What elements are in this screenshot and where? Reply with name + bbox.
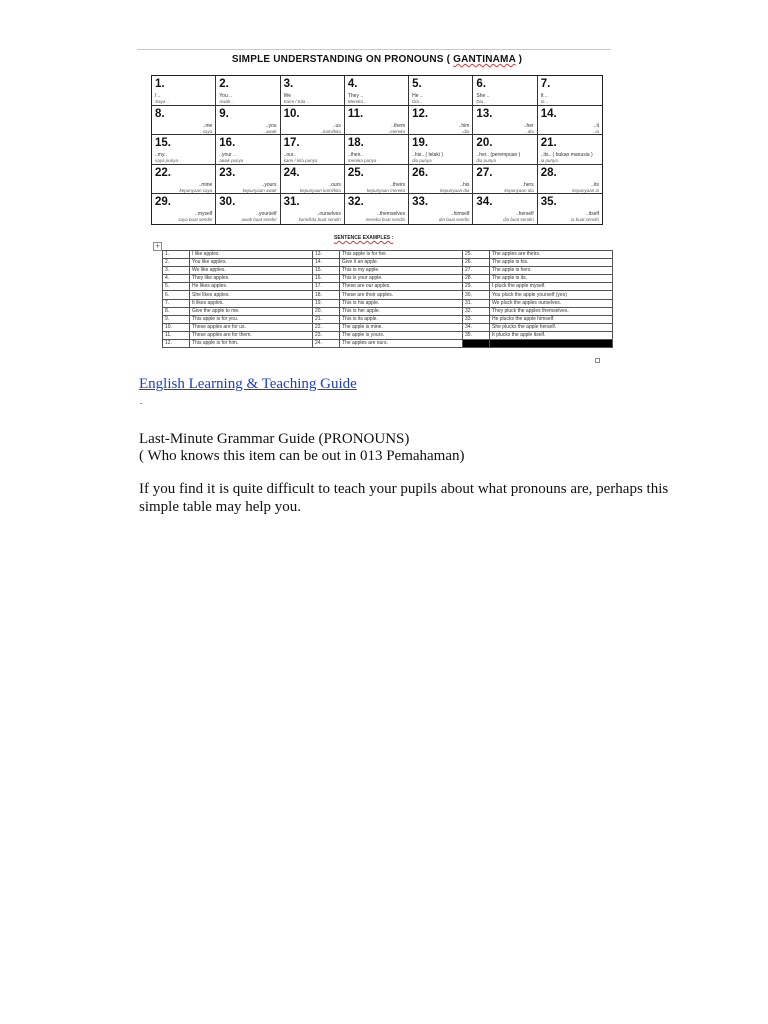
example-sentence: They pluck the apples themselves. (490, 307, 613, 315)
pronoun-number: 6. (476, 78, 487, 90)
pronoun-word: ..mine (198, 181, 213, 188)
pronoun-translation: ia punya (540, 158, 558, 164)
pronoun-translation: dia buat sendiri (438, 217, 470, 223)
pronoun-word: I .. (155, 93, 161, 99)
example-sentence: The apple is his. (490, 259, 613, 267)
pronoun-cell (216, 165, 280, 195)
pronoun-word: ..theirs (390, 181, 406, 188)
pronoun-number: 11. (347, 107, 364, 120)
pronoun-number: 15. (155, 137, 171, 150)
pronoun-word: ..his (460, 181, 470, 188)
example-row (163, 275, 613, 283)
pronoun-number: 18. (347, 137, 364, 150)
pronoun-cell (409, 165, 473, 195)
example-number: 18. (313, 291, 340, 299)
example-sentence: This apple is for you. (190, 315, 313, 323)
pronoun-number: 27. (476, 166, 493, 179)
example-sentence: These are their apples. (340, 291, 463, 299)
pronoun-number: 23. (219, 166, 236, 179)
example-row (163, 259, 613, 267)
pronoun-number: 3. (283, 78, 294, 90)
pronoun-translation: mereka buat sendiri (365, 217, 406, 223)
pronoun-word: ..herself (515, 211, 534, 218)
pronoun-translation: ..dia (460, 128, 470, 134)
pronoun-word: ..myself (195, 211, 213, 218)
example-row (163, 283, 613, 291)
pronoun-cell (345, 106, 409, 136)
pronoun-translation: kami/kita buat sendiri (298, 217, 341, 223)
pronoun-word: He .. (412, 93, 423, 99)
grid-title (150, 54, 604, 65)
pronoun-cell (409, 194, 473, 224)
pronoun-translation: Awak .. (219, 99, 234, 104)
pronoun-translation: dia punya (476, 158, 496, 164)
example-sentence: These are our apples. (340, 283, 463, 291)
pronoun-word: You .. (219, 93, 232, 99)
pronoun-cell (216, 194, 280, 224)
pronoun-word: ..yourself (256, 211, 277, 218)
pronoun-cell (345, 165, 409, 195)
pronoun-cell (345, 194, 409, 224)
pronoun-translation: Mereka .. (347, 99, 367, 104)
example-row (163, 299, 613, 307)
pronoun-word: ..hers (521, 181, 534, 188)
table-move-handle-icon[interactable]: + (154, 242, 161, 250)
example-sentence: This is his apple. (340, 299, 463, 307)
example-number: 4. (163, 275, 190, 283)
pronoun-cell (216, 76, 280, 106)
example-number: 33. (463, 315, 490, 323)
pronoun-cell (473, 106, 537, 136)
example-number: 9. (163, 315, 190, 323)
pronoun-word: ..ourselves (316, 211, 341, 218)
pronoun-cell (152, 135, 216, 165)
example-sentence: The apple is mine. (340, 323, 463, 331)
pronoun-cell (538, 76, 602, 106)
example-number: 6. (163, 291, 190, 299)
pronoun-cell (281, 165, 345, 195)
example-number: 32. (463, 307, 490, 315)
example-sentence: These apples are for us. (190, 323, 313, 331)
pronoun-word: ..us (332, 122, 341, 129)
pronoun-translation: ..saya (200, 128, 213, 134)
pronoun-word: ..her (523, 122, 534, 129)
example-row (163, 315, 613, 323)
pronoun-cell (152, 76, 216, 106)
pronoun-translation: Ia .. (540, 99, 549, 104)
pronoun-number: 21. (540, 137, 557, 150)
pronoun-word: It .. (540, 93, 548, 99)
guide-body: If you find it is quite difficult to teach your pupils about what pronouns are, perhaps this simple table may help you. (139, 481, 669, 515)
pronoun-number: 19. (412, 137, 429, 150)
pronoun-number: 10. (283, 107, 300, 120)
pronoun-translation: kepunyaan saya (179, 187, 213, 193)
pronoun-number: 31. (283, 196, 300, 209)
example-sentence: I like apples. (190, 251, 313, 259)
example-number: 27. (463, 267, 490, 275)
pronoun-word: ..its (591, 181, 599, 188)
example-number: 3. (163, 267, 190, 275)
pronoun-translation: ..dia (525, 128, 534, 134)
example-sentence: He likes apples. (190, 283, 313, 291)
example-number: 11. (163, 331, 190, 339)
pronoun-number: 16. (219, 137, 236, 150)
pronoun-word: ..himself (450, 211, 470, 218)
pronoun-translation: kepunyaan dia (504, 187, 534, 193)
pronoun-word: ..her.. (perempuan ) (476, 152, 521, 159)
pronoun-translation: Saya .. (155, 99, 170, 104)
pronoun-word: ..their.. (347, 152, 363, 159)
example-sentence: We pluck the apples ourselves. (490, 299, 613, 307)
example-number: 10. (163, 323, 190, 331)
pronoun-translation: mereka punya (347, 158, 377, 164)
example-sentence: Give it an apple. (340, 259, 463, 267)
pronoun-number: 32. (347, 196, 364, 209)
pronoun-translation: Dia .. (476, 99, 487, 104)
example-sentence: You pluck the apple yourself (yes) (490, 291, 613, 299)
pronoun-translation: ..kami/kita (320, 128, 341, 134)
pronoun-cell (409, 76, 473, 106)
example-sentence: These apples are for them. (190, 331, 313, 339)
example-number: 5. (163, 283, 190, 291)
pronoun-translation: Dia .. (412, 99, 423, 104)
pronoun-number: 34. (476, 196, 493, 209)
pronoun-translation: awak punya (219, 158, 244, 164)
pronoun-cell (538, 106, 602, 136)
pronoun-word: ..him (458, 122, 470, 129)
example-sentence: The apple is yours. (340, 331, 463, 339)
table-resize-handle[interactable] (595, 358, 600, 363)
example-number: 12. (163, 340, 190, 348)
example-number: 26. (463, 259, 490, 267)
pronoun-cell (216, 106, 280, 136)
example-number: 24. (313, 340, 340, 348)
pronoun-word: ..yours (261, 181, 277, 188)
example-row (163, 340, 613, 348)
example-sentence: Give the apple to me. (190, 307, 313, 315)
pronoun-cell (538, 194, 602, 224)
pronoun-word: ..themselves (377, 211, 406, 218)
example-number: 13. (313, 251, 340, 259)
example-sentence: It likes apples. (190, 299, 313, 307)
example-sentence: This is her apple. (340, 307, 463, 315)
pronoun-cell (152, 106, 216, 136)
example-sentence: You like apples. (190, 259, 313, 267)
example-sentence: It plucks the apple itself. (490, 331, 613, 339)
guide-link[interactable]: English Learning & Teaching Guide (139, 376, 357, 392)
pronoun-number: 30. (219, 196, 236, 209)
example-row (163, 291, 613, 299)
pronoun-number: 1. (155, 78, 165, 90)
pronoun-translation: kepunyaan kami/kita (299, 187, 341, 193)
example-sentence: I pluck the apple myself. (490, 283, 613, 291)
pronoun-number: 5. (412, 78, 422, 90)
example-number: 2. (163, 259, 190, 267)
example-sentence: This apple is for him. (190, 340, 313, 348)
pronoun-number: 17. (283, 137, 300, 150)
pronoun-cell (281, 76, 345, 106)
example-row (163, 251, 613, 259)
example-number: 22. (313, 323, 340, 331)
example-number (463, 340, 490, 348)
pronoun-word: ..them (391, 122, 406, 129)
pronoun-cell (281, 135, 345, 165)
pronoun-cell (409, 106, 473, 136)
example-sentence: She likes apples. (190, 291, 313, 299)
example-number: 20. (313, 307, 340, 315)
pronoun-number: 20. (476, 137, 493, 150)
title-word: GANTINAMA (453, 54, 516, 65)
pronoun-translation: dia buat sendiri (503, 217, 534, 223)
pronoun-cell (473, 135, 537, 165)
separator-dot: . (140, 396, 143, 406)
pronoun-cell (473, 76, 537, 106)
pronoun-number: 12. (412, 107, 429, 120)
pronoun-cell (152, 194, 216, 224)
pronoun-number: 33. (412, 196, 429, 209)
example-sentence: The apple is hers. (490, 267, 613, 275)
pronoun-number: 26. (412, 166, 429, 179)
pronoun-number: 2. (219, 78, 229, 90)
example-sentence: She plucks the apple herself. (490, 323, 613, 331)
pronoun-cell (538, 135, 602, 165)
example-number: 7. (163, 299, 190, 307)
pronoun-cell (538, 165, 602, 195)
pronoun-number: 13. (476, 107, 493, 120)
pronoun-word: We (283, 93, 291, 99)
pronoun-cell (345, 76, 409, 106)
example-number: 31. (463, 299, 490, 307)
pronoun-translation: saya buat sendiri (178, 217, 213, 223)
pronoun-number: 8. (155, 107, 165, 120)
pronoun-number: 29. (155, 196, 171, 209)
pronoun-cell (281, 106, 345, 136)
pronoun-translation: saya punya (155, 158, 179, 164)
example-number: 29. (463, 283, 490, 291)
example-row (163, 323, 613, 331)
pronoun-translation: kepunyaan dia (440, 187, 470, 193)
example-sentence: We like apples. (190, 267, 313, 275)
example-sentence: The apples are theirs. (490, 251, 613, 259)
pronoun-word: She .. (476, 93, 490, 99)
pronoun-cell (473, 165, 537, 195)
pronoun-cell (152, 165, 216, 195)
example-row (163, 307, 613, 315)
title-end: ) (518, 54, 523, 65)
title-main: SIMPLE UNDERSTANDING ON PRONOUNS ( (231, 54, 451, 65)
pronoun-translation: Kami / Kita .. (283, 99, 310, 104)
examples-title: SENTENCE EXAMPLES : (334, 235, 394, 241)
pronoun-translation: dia punya (412, 158, 432, 164)
pronoun-cell (345, 135, 409, 165)
example-number: 15. (313, 267, 340, 275)
pronoun-word: ..our.. (283, 152, 297, 159)
pronoun-translation: kami / kita punya (283, 158, 318, 164)
pronoun-translation: kepunyaan mereka (366, 187, 406, 193)
example-number: 21. (313, 315, 340, 323)
pronoun-number: 24. (283, 166, 300, 179)
pronoun-number: 25. (347, 166, 364, 179)
example-number: 19. (313, 299, 340, 307)
pronoun-translation: ..awak (263, 128, 277, 134)
pronoun-cell (216, 135, 280, 165)
example-sentence: This is its apple. (340, 315, 463, 323)
pronoun-grid (151, 75, 603, 225)
pronoun-number: 4. (347, 78, 358, 90)
pronoun-cell (473, 194, 537, 224)
example-number: 28. (463, 275, 490, 283)
guide-heading: Last-Minute Grammar Guide (PRONOUNS) (139, 431, 410, 447)
example-number: 1. (163, 251, 190, 259)
pronoun-word: They .. (347, 93, 364, 99)
pronoun-cell (281, 194, 345, 224)
pronoun-word: ..me (202, 122, 213, 129)
pronoun-translation: kepunyaan awak (242, 187, 277, 193)
example-sentence: The apple is its. (490, 275, 613, 283)
pronoun-word: ..my.. (155, 152, 167, 159)
pronoun-number: 7. (540, 78, 551, 90)
example-sentence: They like apples. (190, 275, 313, 283)
example-number: 8. (163, 307, 190, 315)
pronoun-number: 9. (219, 107, 229, 120)
example-sentence: This is your apple. (340, 275, 463, 283)
example-number: 35. (463, 331, 490, 339)
pronoun-translation: awak buat sendiri (241, 217, 277, 223)
pronoun-number: 28. (540, 166, 557, 179)
top-divider (137, 49, 611, 50)
pronoun-translation: kepunyaan ia (572, 187, 599, 193)
pronoun-translation: ..mereka (387, 128, 406, 134)
example-number: 14. (313, 259, 340, 267)
pronoun-number: 35. (540, 196, 557, 209)
example-sentence: The apples are ours. (340, 340, 463, 348)
example-sentence: This apple is for her. (340, 251, 463, 259)
example-sentence: He plucks the apple himself. (490, 315, 613, 323)
guide-subheading: ( Who knows this item can be out in 013 Pemahaman) (139, 448, 465, 464)
pronoun-number: 22. (155, 166, 171, 179)
example-number: 23. (313, 331, 340, 339)
example-number: 30. (463, 291, 490, 299)
example-number: 16. (313, 275, 340, 283)
example-number: 17. (313, 283, 340, 291)
example-number: 34. (463, 323, 490, 331)
pronoun-translation: ia buat sendiri (570, 217, 599, 223)
pronoun-cell (409, 135, 473, 165)
pronoun-word: ..you (265, 122, 277, 129)
example-sentence: This is my apple. (340, 267, 463, 275)
examples-table (162, 250, 613, 348)
example-number: 25. (463, 251, 490, 259)
pronoun-word: ..ours (328, 181, 341, 188)
example-sentence (490, 340, 613, 348)
pronoun-word: ..his.. ( lelaki ) (412, 152, 443, 159)
example-row (163, 331, 613, 339)
pronoun-word: ..its.. ( bukan manusia ) (540, 152, 593, 159)
pronoun-translation: ..ia (592, 128, 599, 134)
example-row (163, 267, 613, 275)
pronoun-word: ..itself (585, 211, 599, 218)
pronoun-word: ..it (593, 122, 599, 129)
pronoun-word: ..your .. (219, 152, 236, 159)
pronoun-number: 14. (540, 107, 557, 120)
